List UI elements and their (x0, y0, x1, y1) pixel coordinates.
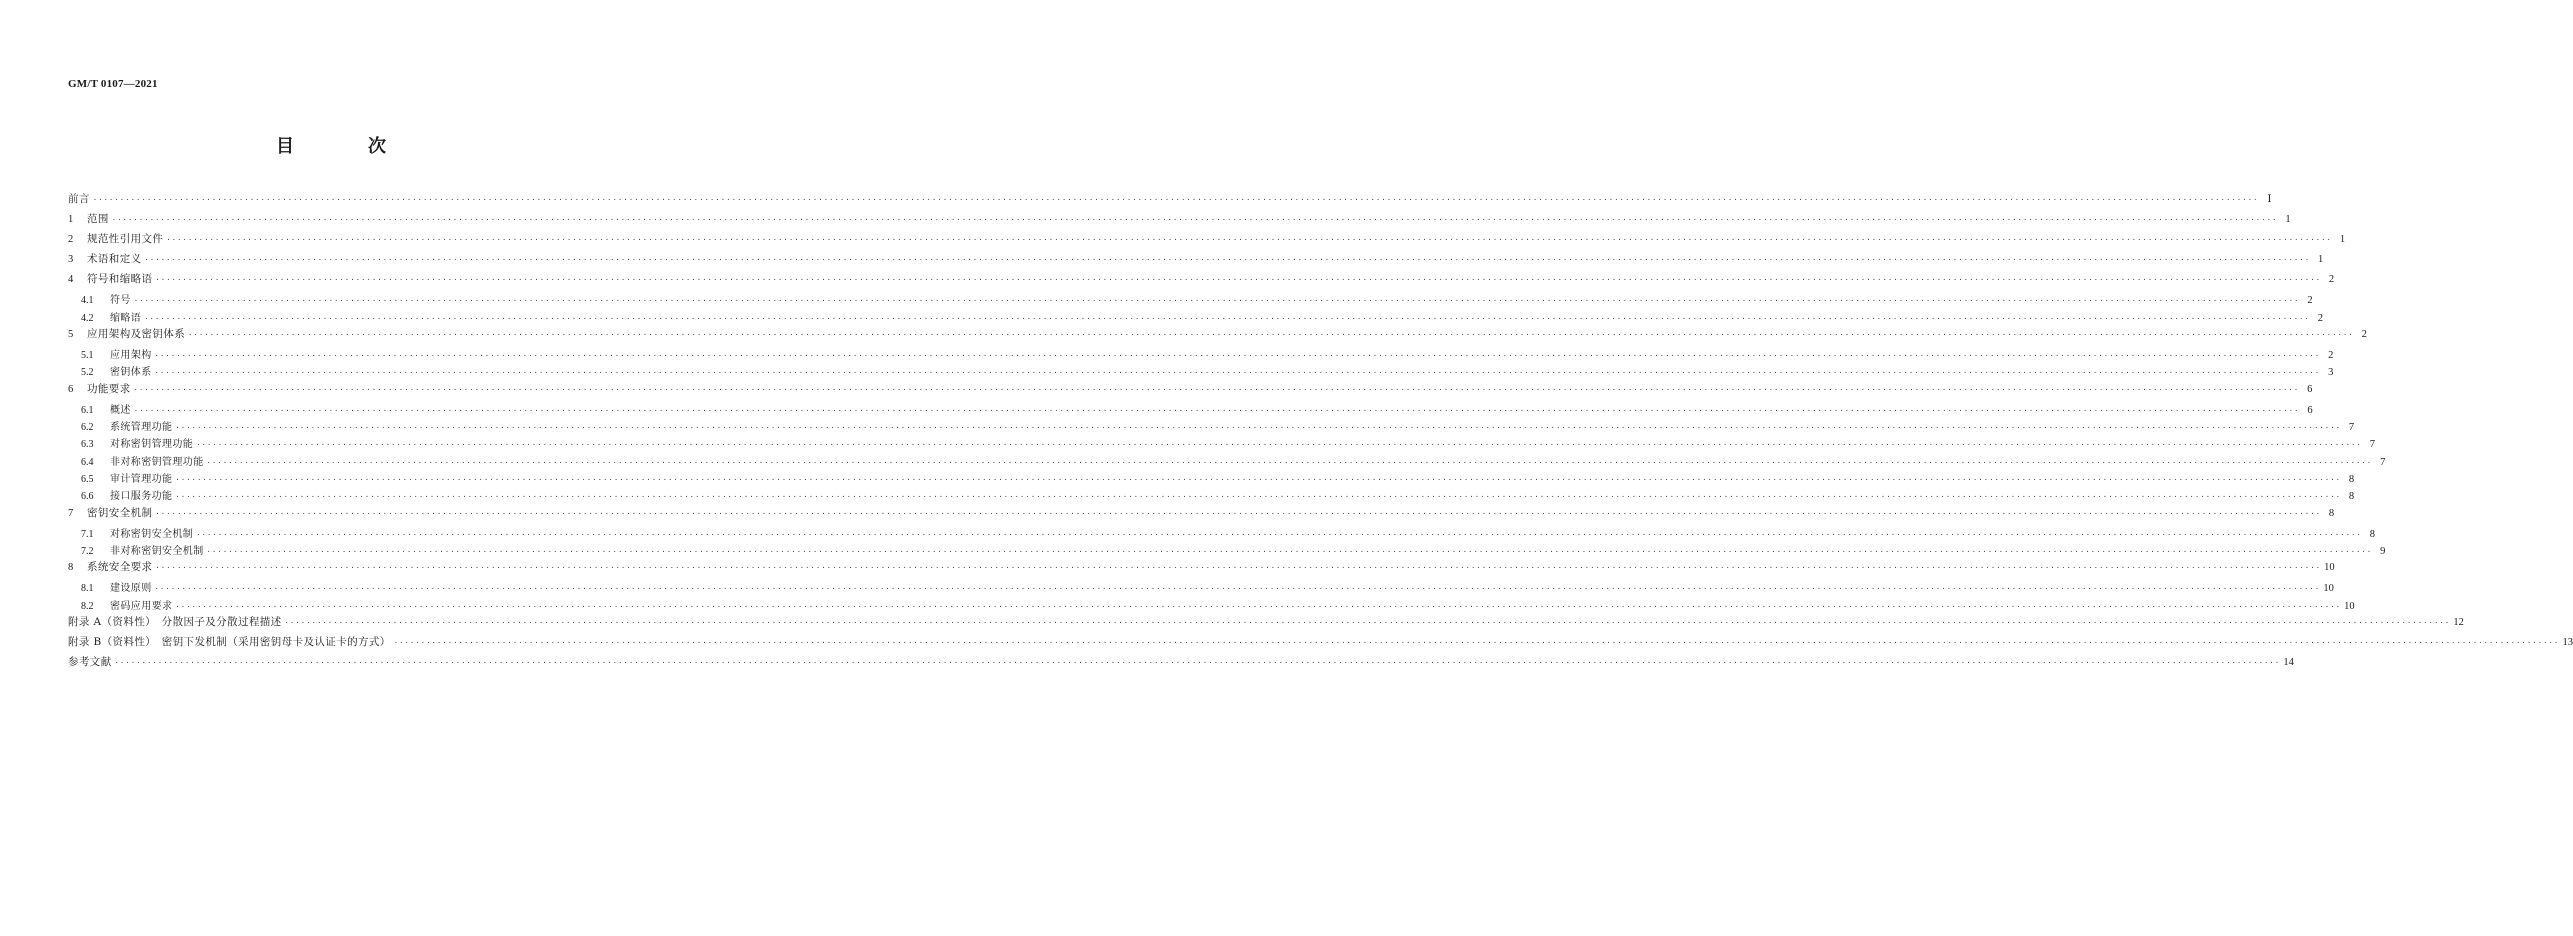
toc-entry-title: 范围 (87, 213, 109, 226)
toc-entry-title: 术语和定义 (87, 253, 142, 266)
toc-entry-page-number: 10 (2324, 562, 2335, 574)
dot-leader: ················································································································································································································································································································································································································ (155, 276, 2322, 285)
toc-entry-title: 附录 B（资料性） 密钥下发机制（采用密钥母卡及认证卡的方式） (68, 636, 391, 649)
toc-entry-page-number: 8 (2348, 491, 2355, 503)
toc-entry-number: 5.1 (81, 350, 94, 362)
toc-subentry[interactable] (68, 346, 2334, 363)
toc-subentry[interactable] (68, 418, 2355, 435)
toc-entry-page-number: 9 (2380, 546, 2386, 558)
toc-entry-title: 审计管理功能 (110, 474, 173, 486)
toc-entry-number: 4.1 (81, 295, 94, 307)
toc-subentry[interactable] (68, 291, 2313, 308)
toc-entry-page-number: 14 (2283, 657, 2294, 669)
toc-entry-page-number: 8 (2369, 528, 2375, 540)
toc-entry-title: 功能要求 (87, 382, 131, 395)
toc-entry-number: 7.2 (81, 546, 94, 558)
toc-entry-title: 缩略语 (110, 312, 142, 324)
toc-subentry[interactable] (68, 542, 2386, 559)
toc-entry-page-number: 7 (2380, 456, 2386, 468)
toc-subentry[interactable] (68, 363, 2334, 380)
dot-leader: ················································································································································································································································································································································································································ (175, 493, 2342, 502)
toc-entry-page-number: 7 (2369, 439, 2375, 451)
toc-entry-page-number: 2 (2361, 329, 2367, 341)
dot-leader: ················································································································································································································································································································································································································ (188, 331, 2354, 340)
toc-entry[interactable] (68, 231, 2346, 251)
dot-leader: ················································································································································································································································································································································································································ (155, 564, 2322, 573)
toc-entry-number: 6.6 (81, 491, 94, 503)
toc-entry-page-number: 8 (2348, 474, 2355, 486)
toc-entry[interactable] (68, 381, 2313, 401)
toc-entry-page-number: 10 (2323, 583, 2334, 595)
toc-entry-number: 5.2 (81, 367, 94, 379)
toc-entry-page-number: 1 (2339, 234, 2346, 246)
dot-leader: ················································································································································································································································································································································································································ (166, 236, 2333, 245)
toc-entry-title: 应用架构及密钥体系 (87, 328, 186, 341)
dot-leader: ················································································································································································································································································································································································································ (133, 297, 2300, 306)
toc-entry-title: 应用架构 (110, 350, 152, 362)
toc-entry-page-number: 7 (2348, 422, 2355, 434)
dot-leader: ················································································································································································································································································································································································································ (114, 659, 2281, 668)
toc-entry-page-number: 12 (2453, 617, 2464, 628)
toc-entry-title: 密钥体系 (110, 367, 152, 379)
standard-code: GM/T 0107—2021 (68, 78, 158, 90)
toc-entry-title: 非对称密钥管理功能 (110, 456, 204, 468)
dot-leader: ················································································································································································································································································································································································································ (155, 509, 2322, 518)
dot-leader: ················································································································································································································································································································································································································ (175, 602, 2342, 611)
toc-entry-title: 符号 (110, 295, 131, 307)
toc-entry[interactable] (68, 271, 2335, 291)
dot-leader: ················································································································································································································································································································································································································ (92, 196, 2259, 204)
toc-entry-page-number: 2 (2328, 274, 2335, 286)
dot-leader: ················································································································································································································································································································································································································ (175, 476, 2342, 485)
toc-entry-page-number: 3 (2328, 367, 2334, 379)
toc-entry-title: 附录 A（资料性） 分散因子及分散过程描述 (68, 616, 282, 628)
toc-entry[interactable] (68, 326, 2367, 346)
toc-entry-page-number: 6 (2307, 404, 2313, 416)
toc-entry-number: 6.2 (81, 422, 94, 434)
toc-entry-title: 系统管理功能 (110, 422, 173, 434)
toc-entry-number: 7.1 (81, 528, 94, 540)
toc-entry-page-number: Ⅰ (2267, 194, 2272, 205)
toc-entry-number: 6.4 (81, 456, 94, 468)
dot-leader: ················································································································································································································································································································································································································ (154, 369, 2321, 378)
dot-leader: ················································································································································································································································································································································································································ (393, 639, 2560, 648)
dot-leader: ················································································································································································································································································································································································································ (154, 352, 2321, 361)
toc-entry-number: 7 (68, 507, 74, 519)
toc-subentry[interactable] (68, 579, 2334, 596)
dot-leader: ················································································································································································································································································································································································································ (111, 216, 2278, 225)
toc-entry-number: 8.1 (81, 583, 94, 595)
toc-entry-page-number: 10 (2344, 600, 2355, 612)
dot-leader: ················································································································································································································································································································································································································ (175, 424, 2342, 433)
toc-subentry[interactable] (68, 525, 2375, 542)
toc-entry-number: 5 (68, 329, 74, 341)
toc-entry-number: 6 (68, 383, 74, 395)
toc-entry-title: 概述 (110, 404, 131, 416)
toc-entry-number: 4 (68, 274, 74, 286)
toc-entry-number: 4.2 (81, 312, 94, 324)
toc-entry[interactable] (68, 614, 2464, 634)
toc-subentry[interactable] (68, 401, 2313, 418)
toc-entry-title: 非对称密钥安全机制 (110, 546, 204, 558)
toc-entry[interactable] (68, 191, 2272, 211)
toc-subentry[interactable] (68, 453, 2386, 470)
toc-entry-number: 3 (68, 254, 74, 266)
dot-leader: ················································································································································································································································································································································································································ (206, 458, 2373, 467)
toc-entry-page-number: 13 (2562, 637, 2573, 649)
toc-subentry[interactable] (68, 597, 2355, 614)
toc-entry-page-number: 6 (2307, 383, 2313, 395)
toc-entry-title: 建设原则 (110, 583, 152, 595)
toc-entry-title: 符号和缩略语 (87, 273, 153, 286)
toc-entry-title: 对称密钥管理功能 (110, 439, 194, 451)
dot-leader: ················································································································································································································································································································································································································ (133, 406, 2300, 415)
dot-leader: ················································································································································································································································································································································································································ (144, 314, 2310, 323)
dot-leader: ················································································································································································································································································································································································································ (196, 441, 2362, 450)
dot-leader: ················································································································································································································································································································································································································ (284, 619, 2451, 627)
toc-entry-page-number: 2 (2317, 312, 2323, 324)
toc-entry-title: 密码应用要求 (110, 600, 173, 612)
toc-entry-number: 6.5 (81, 474, 94, 486)
toc-entry-number: 1 (68, 214, 74, 226)
toc-entry[interactable] (68, 634, 2573, 654)
toc-entry-page-number: 8 (2328, 507, 2335, 519)
toc-entry-title: 参考文献 (68, 656, 112, 669)
toc-entry-page-number: 1 (2318, 254, 2324, 266)
toc-entry[interactable] (68, 559, 2335, 579)
table-of-contents (68, 191, 2573, 674)
toc-entry-number: 8.2 (81, 600, 94, 612)
toc-subentry[interactable] (68, 470, 2355, 487)
dot-leader: ················································································································································································································································································································································································································ (144, 256, 2311, 265)
dot-leader: ················································································································································································································································································································································································································ (206, 548, 2373, 557)
toc-entry-number: 6.1 (81, 404, 94, 416)
toc-entry[interactable] (68, 211, 2291, 231)
toc-entry-title: 对称密钥安全机制 (110, 528, 194, 540)
toc-entry-number: 8 (68, 562, 74, 574)
toc-entry-number: 2 (68, 234, 74, 246)
dot-leader: ················································································································································································································································································································································································································ (154, 585, 2321, 594)
dot-leader: ················································································································································································································································································································································································································ (133, 385, 2300, 394)
toc-subentry[interactable] (68, 487, 2355, 504)
toc-entry-page-number: 1 (2285, 214, 2291, 226)
page-title: 目 次 (276, 136, 414, 157)
toc-entry-page-number: 2 (2307, 295, 2313, 307)
toc-subentry[interactable] (68, 309, 2323, 326)
toc-subentry[interactable] (68, 435, 2375, 452)
toc-entry-title: 系统安全要求 (87, 561, 153, 574)
toc-entry-title: 规范性引用文件 (87, 233, 164, 246)
toc-entry[interactable] (68, 251, 2324, 271)
dot-leader: ················································································································································································································································································································································································································ (196, 530, 2362, 539)
toc-entry-title: 密钥安全机制 (87, 506, 153, 519)
toc-entry-title: 接口服务功能 (110, 491, 173, 503)
toc-entry[interactable] (68, 654, 2294, 674)
toc-entry-number: 6.3 (81, 439, 94, 451)
toc-entry[interactable] (68, 505, 2335, 525)
toc-entry-title: 前言 (68, 193, 90, 205)
toc-entry-page-number: 2 (2328, 350, 2334, 362)
